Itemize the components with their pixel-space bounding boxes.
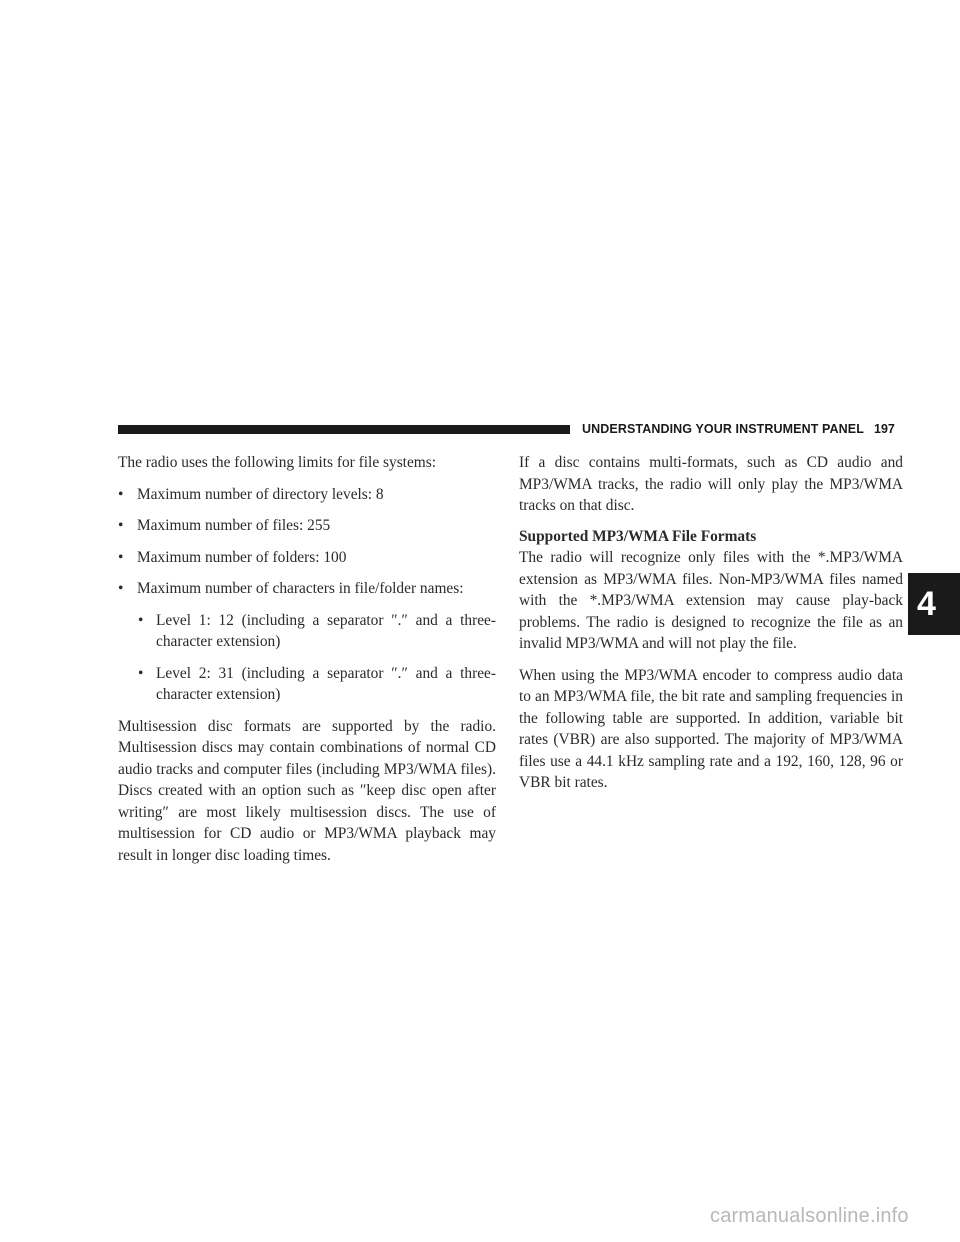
encoder-paragraph: When using the MP3/WMA encoder to compress audio data to an MP3/WMA file, the bit rate and sampling frequencies in the following table are supported. In addition, variable bit rates (VBR) are also supported. The majority of MP3/WMA files use a 44.1 kHz sampling rate and a 192, 160, 128, 96 or VBR bit rates. <box>519 666 903 791</box>
bullet-icon: • <box>118 485 124 503</box>
section-title: UNDERSTANDING YOUR INSTRUMENT PANEL <box>582 422 864 436</box>
list-item <box>118 515 496 537</box>
bullet-icon: • <box>138 611 144 629</box>
list-item <box>118 484 496 506</box>
bullet-icon: • <box>118 548 124 566</box>
chapter-tab: 4 <box>908 573 960 635</box>
sub-list-item <box>118 663 496 706</box>
page-number: 197 <box>874 422 895 436</box>
sub-list-item-text: Level 2: 31 (including a separator ″.″ and a three-character extension) <box>156 664 496 703</box>
list-item-text: Maximum number of directory levels: 8 <box>137 485 384 503</box>
bullet-icon: • <box>138 664 144 682</box>
list-item <box>118 578 496 600</box>
bullet-icon: • <box>118 517 124 534</box>
section-heading: Supported MP3/WMA File Formats <box>519 527 757 545</box>
intro-paragraph: The radio uses the following limits for file systems: <box>118 454 437 471</box>
sub-list-item <box>118 610 496 653</box>
multisession-paragraph: Multisession disc formats are supported by the radio. Multisession discs may contain combinations of normal CD audio tracks and computer files (including MP3/WMA files). Discs created with an option such as ″keep disc open after writing″ are most likely multisession discs. The use of multisession for CD audio or MP3/WMA playback may result in longer disc loading times. <box>118 717 496 864</box>
list-item-text: Maximum number of characters in file/folder names: <box>137 580 464 597</box>
header-rule <box>118 425 570 434</box>
watermark-logo: carmanualsonline.info <box>710 1205 909 1227</box>
left-column <box>118 452 496 866</box>
sub-list-item-text: Level 1: 12 (including a separator ″.″ and a three-character extension) <box>156 611 496 650</box>
list-item-text: Maximum number of folders: 100 <box>137 548 347 566</box>
list-item-text: Maximum number of files: 255 <box>137 517 331 534</box>
bullet-icon: • <box>118 580 124 597</box>
right-column <box>519 452 903 794</box>
formats-paragraph: The radio will recognize only files with the *.MP3/WMA extension as MP3/WMA files. Non-MP3/WMA files named with the *.MP3/WMA extension may cause play-back problems. The radio is designed to recognize the file as an invalid MP3/WMA and will not play the file. <box>519 549 903 652</box>
multiformat-paragraph: If a disc contains multi-formats, such as CD audio and MP3/WMA tracks, the radio will only play the MP3/WMA tracks on that disc. <box>519 454 903 514</box>
list-item <box>118 547 496 569</box>
